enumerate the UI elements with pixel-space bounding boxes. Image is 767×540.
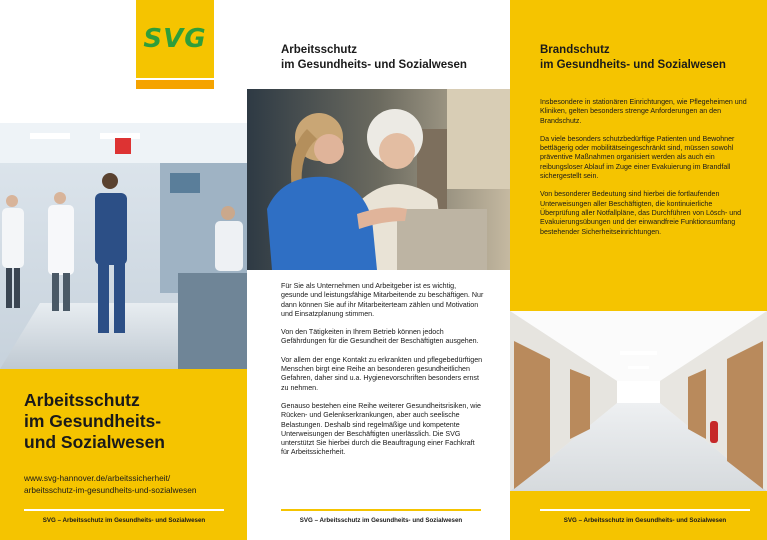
cover-title-line: und Sozialwesen — [24, 432, 165, 452]
cover-url-line[interactable]: arbeitsschutz-im-gesundheits-und-sozialwesen — [24, 485, 197, 495]
logo-underline — [136, 80, 214, 89]
body-paragraph: Für Sie als Unternehmen und Arbeitgeber ist es wichtig, gesunde und leistungsfähige Mitarbeitende zu beschäftigen. Nur dann können Sie auf ihr Mitarbeiterteam zählen und Motivation und Einsatzplanung stimmen. — [281, 282, 484, 318]
nurse-and-patient-photo — [247, 89, 510, 270]
footer-text: SVG – Arbeitsschutz im Gesundheits- und Sozialwesen — [563, 517, 727, 524]
middle-title-line: Arbeitsschutz — [281, 44, 358, 56]
cover-url-line[interactable]: www.svg-hannover.de/arbeitssicherheit/ — [24, 473, 171, 483]
left-panel — [0, 0, 247, 540]
middle-body-text — [281, 282, 484, 467]
footer-text: SVG – Arbeitsschutz im Gesundheits- und Sozialwesen — [299, 517, 463, 524]
middle-title — [281, 43, 501, 73]
body-paragraph: Genauso bestehen eine Reihe weiterer Gesundheitsrisiken, wie Rücken- und Gelenkserkrankungen, aber auch seelische Belastungen. Deshalb sind regelmäßige und kompetente Unterweisungen der Beschäftigten unerlässlich. Die SVG unterstützt Sie hierbei durch die Beauftragung einer Fachkraft für Arbeitssicherheit. — [281, 401, 481, 457]
right-body-text — [540, 98, 750, 246]
middle-panel — [247, 0, 510, 540]
body-paragraph: Vor allem der enge Kontakt zu erkrankten und pflegebedürftigen Menschen birgt eine Reihe an besonderen gesundheitlichen Gefahren, daher sind u.a. Hygienevorschriften besonders ernst zu nehmen. — [281, 355, 483, 392]
right-title-line: Brandschutz — [540, 44, 610, 56]
svg-logo — [136, 0, 214, 78]
right-title — [540, 43, 755, 73]
body-paragraph: Von besonderer Bedeutung sind hierbei die fortlaufenden Unterweisungen aller Beschäftigten, die kontinuierliche Überprüfung aller Notfallpläne, das Durchführen von Lösch- und Evakuierungsübungen und der einwandfreie Funktionsumfang bestehender Sicherheitseinrichtungen. — [540, 190, 742, 236]
hospital-corridor-photo — [0, 123, 247, 369]
middle-title-line: im Gesundheits- und Sozialwesen — [281, 59, 467, 71]
body-paragraph: Da viele besonders schutzbedürftige Patienten und Bewohner bettlägerig oder mobilitätseingeschränkt sind, müssen sowohl präventive Maßnahmen organisiert werden als auch ein reibungsloser Ablauf im Zuge einer Evakuierung im Brandfall sichergestellt sein. — [540, 134, 735, 181]
right-panel — [510, 0, 767, 540]
logo-text: SVG — [143, 24, 207, 54]
footer-divider — [540, 509, 750, 511]
footer-text: SVG – Arbeitsschutz im Gesundheits- und Sozialwesen — [42, 517, 206, 524]
footer-divider — [24, 509, 224, 511]
footer-divider — [281, 509, 481, 511]
right-title-line: im Gesundheits- und Sozialwesen — [540, 59, 726, 71]
cover-url[interactable] — [24, 472, 239, 496]
cover-title — [24, 390, 234, 453]
body-paragraph: Insbesondere in stationären Einrichtungen, wie Pflegeheimen und Kliniken, gelten besonders strenge Anforderungen an den Brandschutz. — [540, 98, 747, 125]
empty-corridor-photo — [510, 311, 767, 491]
cover-title-line: im Gesundheits- — [24, 411, 162, 431]
cover-title-line: Arbeitsschutz — [24, 390, 140, 410]
body-paragraph: Von den Tätigkeiten in Ihrem Betrieb können jedoch Gefährdungen für die Gesundheit der Beschäftigten ausgehen. — [281, 328, 479, 346]
